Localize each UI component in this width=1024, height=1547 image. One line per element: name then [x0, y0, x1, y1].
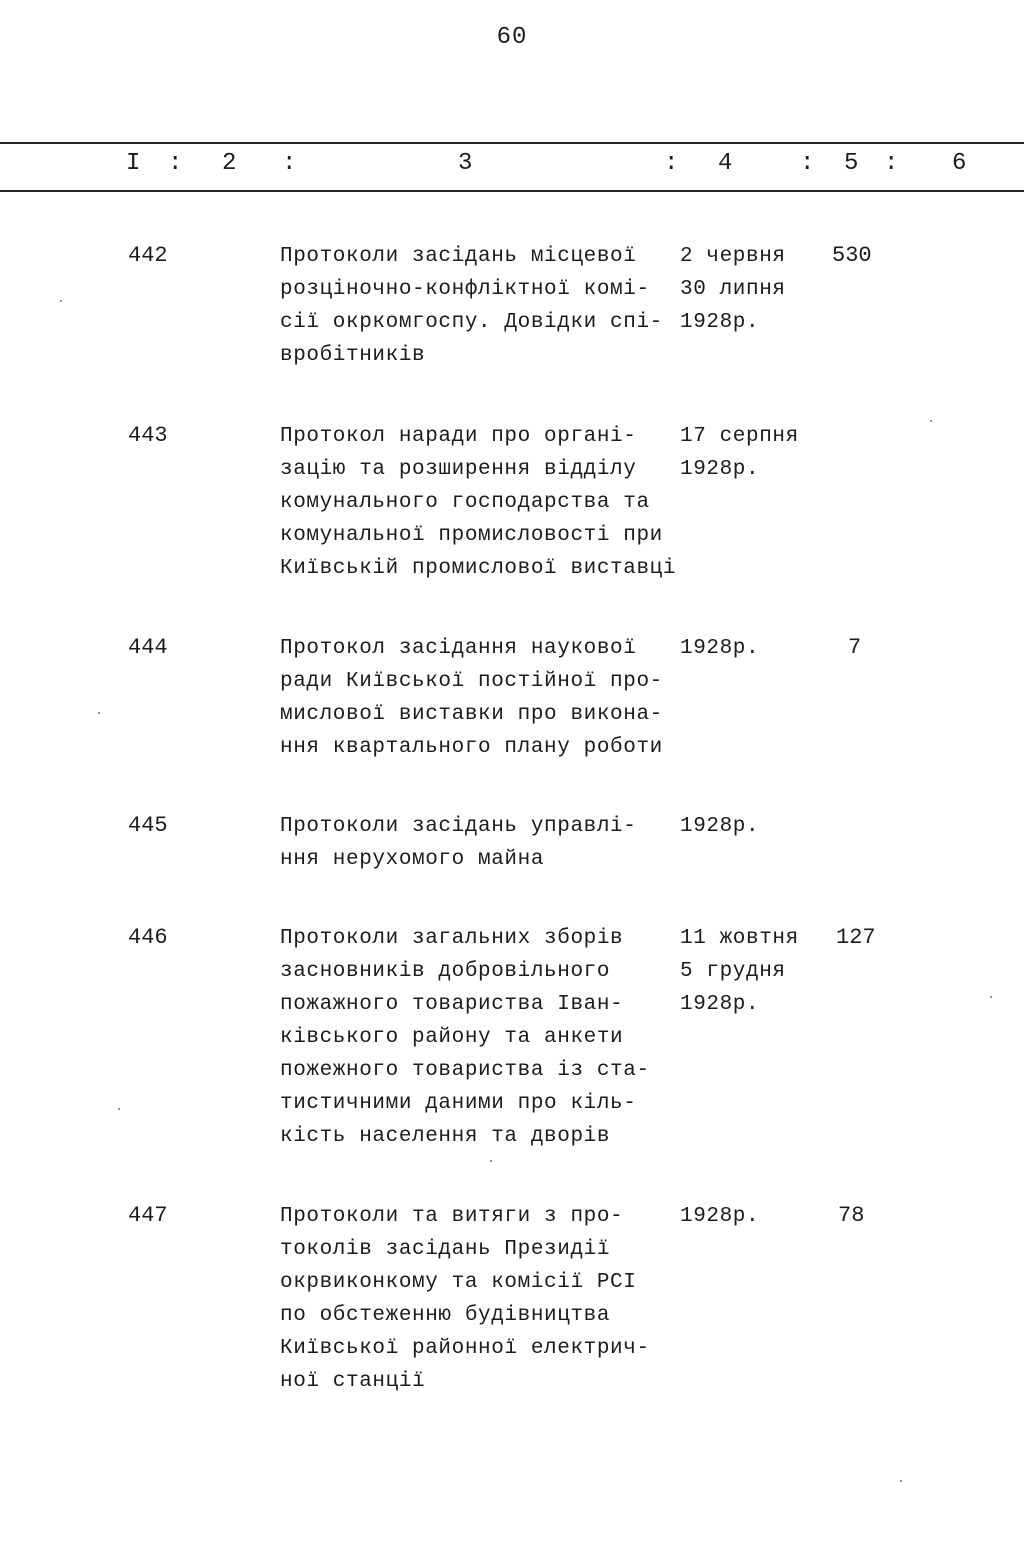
record-number: 444 — [128, 635, 168, 660]
record-title: Протоколи засідань місцевої розціночно-конфліктної комі- сії окркомгоспу. Довідки спі- вробітників — [280, 245, 663, 367]
scan-speck — [990, 996, 992, 998]
page-number: 60 — [496, 24, 528, 51]
header-col-6: 6 — [952, 150, 967, 177]
scan-speck — [900, 1480, 902, 1482]
header-col-3: 3 — [458, 150, 473, 177]
scan-speck — [60, 300, 62, 302]
record-dates: 1928р. — [680, 815, 760, 838]
scan-speck — [118, 1108, 120, 1110]
record-title: Протоколи засідань управлі- ння нерухомого майна — [280, 815, 637, 871]
record-number: 446 — [128, 925, 168, 950]
header-sep: : — [168, 150, 183, 177]
table-header-bottom-rule — [0, 190, 1024, 192]
record-dates: 2 червня 30 липня 1928р. — [680, 245, 786, 334]
record-title: Протокол наради про органі- зацію та розширення відділу комунального господарства та комунальної промисловості при Київській промислової виставці — [280, 425, 677, 580]
scan-speck — [98, 712, 100, 714]
scan-speck — [490, 1160, 492, 1162]
record-dates: 17 серпня 1928р. — [680, 425, 799, 481]
record-sheets: 530 — [832, 243, 872, 268]
header-sep: : — [884, 150, 899, 177]
record-number: 442 — [128, 243, 168, 268]
scan-speck — [930, 420, 932, 422]
table-header-top-rule — [0, 142, 1024, 144]
header-col-4: 4 — [718, 150, 733, 177]
record-title: Протоколи та витяги з про- токолів засідань Президії окрвиконкому та комісії РСІ по обстеженню будівництва Київської районної електрич- ної станції — [280, 1205, 650, 1393]
record-sheets: 7 — [848, 635, 862, 660]
record-dates: 1928р. — [680, 637, 760, 660]
record-dates: 1928р. — [680, 1205, 760, 1228]
record-sheets: 78 — [838, 1203, 865, 1228]
record-sheets: 127 — [836, 925, 876, 950]
header-col-5: 5 — [844, 150, 859, 177]
record-number: 447 — [128, 1203, 168, 1228]
header-sep: : — [664, 150, 679, 177]
header-sep: : — [282, 150, 297, 177]
header-col-2: 2 — [222, 150, 237, 177]
record-dates: 11 жовтня 5 грудня 1928р. — [680, 927, 799, 1016]
record-number: 443 — [128, 423, 168, 448]
header-col-1: I — [126, 150, 141, 177]
record-title: Протокол засідання наукової ради Київської постійної про- мислової виставки про викона- ння квартального плану роботи — [280, 637, 663, 759]
record-number: 445 — [128, 813, 168, 838]
record-title: Протоколи загальних зборів засновників добровільного пожажного товариства Іван- ківського району та анкети пожежного товариства із ста- тистичними даними про кіль- кість населення та дворів — [280, 927, 650, 1148]
header-sep: : — [800, 150, 815, 177]
